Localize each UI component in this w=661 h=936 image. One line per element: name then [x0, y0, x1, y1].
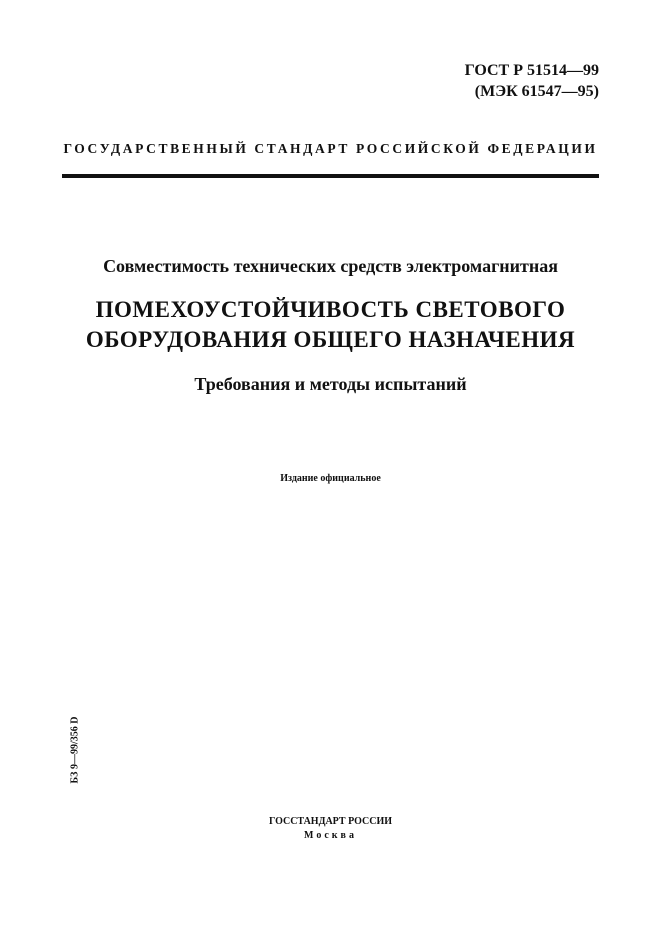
standard-number-block: [465, 60, 599, 102]
publisher-block: [0, 815, 661, 843]
publisher-name: ГОССТАНДАРТ РОССИИ: [268, 816, 393, 827]
state-standard-heading: ГОСУДАРСТВЕННЫЙ СТАНДАРТ РОССИЙСКОЙ ФЕДЕРАЦИИ: [63, 141, 598, 156]
title-block: [40, 253, 621, 397]
side-catalog-code: БЗ 9—99/356 D: [69, 716, 81, 784]
publisher-city: Москва: [304, 830, 357, 841]
iec-number: (МЭК 61547—95): [474, 83, 599, 100]
document-subtitle: Совместимость технических средств электромагнитная: [103, 256, 558, 276]
edition-label: Издание официальное: [280, 473, 381, 484]
document-title-line-2: ОБОРУДОВАНИЯ ОБЩЕГО НАЗНАЧЕНИЯ: [85, 327, 576, 352]
gost-number: ГОСТ Р 51514—99: [464, 62, 599, 79]
document-title: [40, 295, 621, 355]
document-scope: Требования и методы испытаний: [194, 374, 467, 394]
document-title-line-1: ПОМЕХОУСТОЙЧИВОСТЬ СВЕТОВОГО: [95, 297, 566, 322]
header-divider: [62, 174, 599, 178]
